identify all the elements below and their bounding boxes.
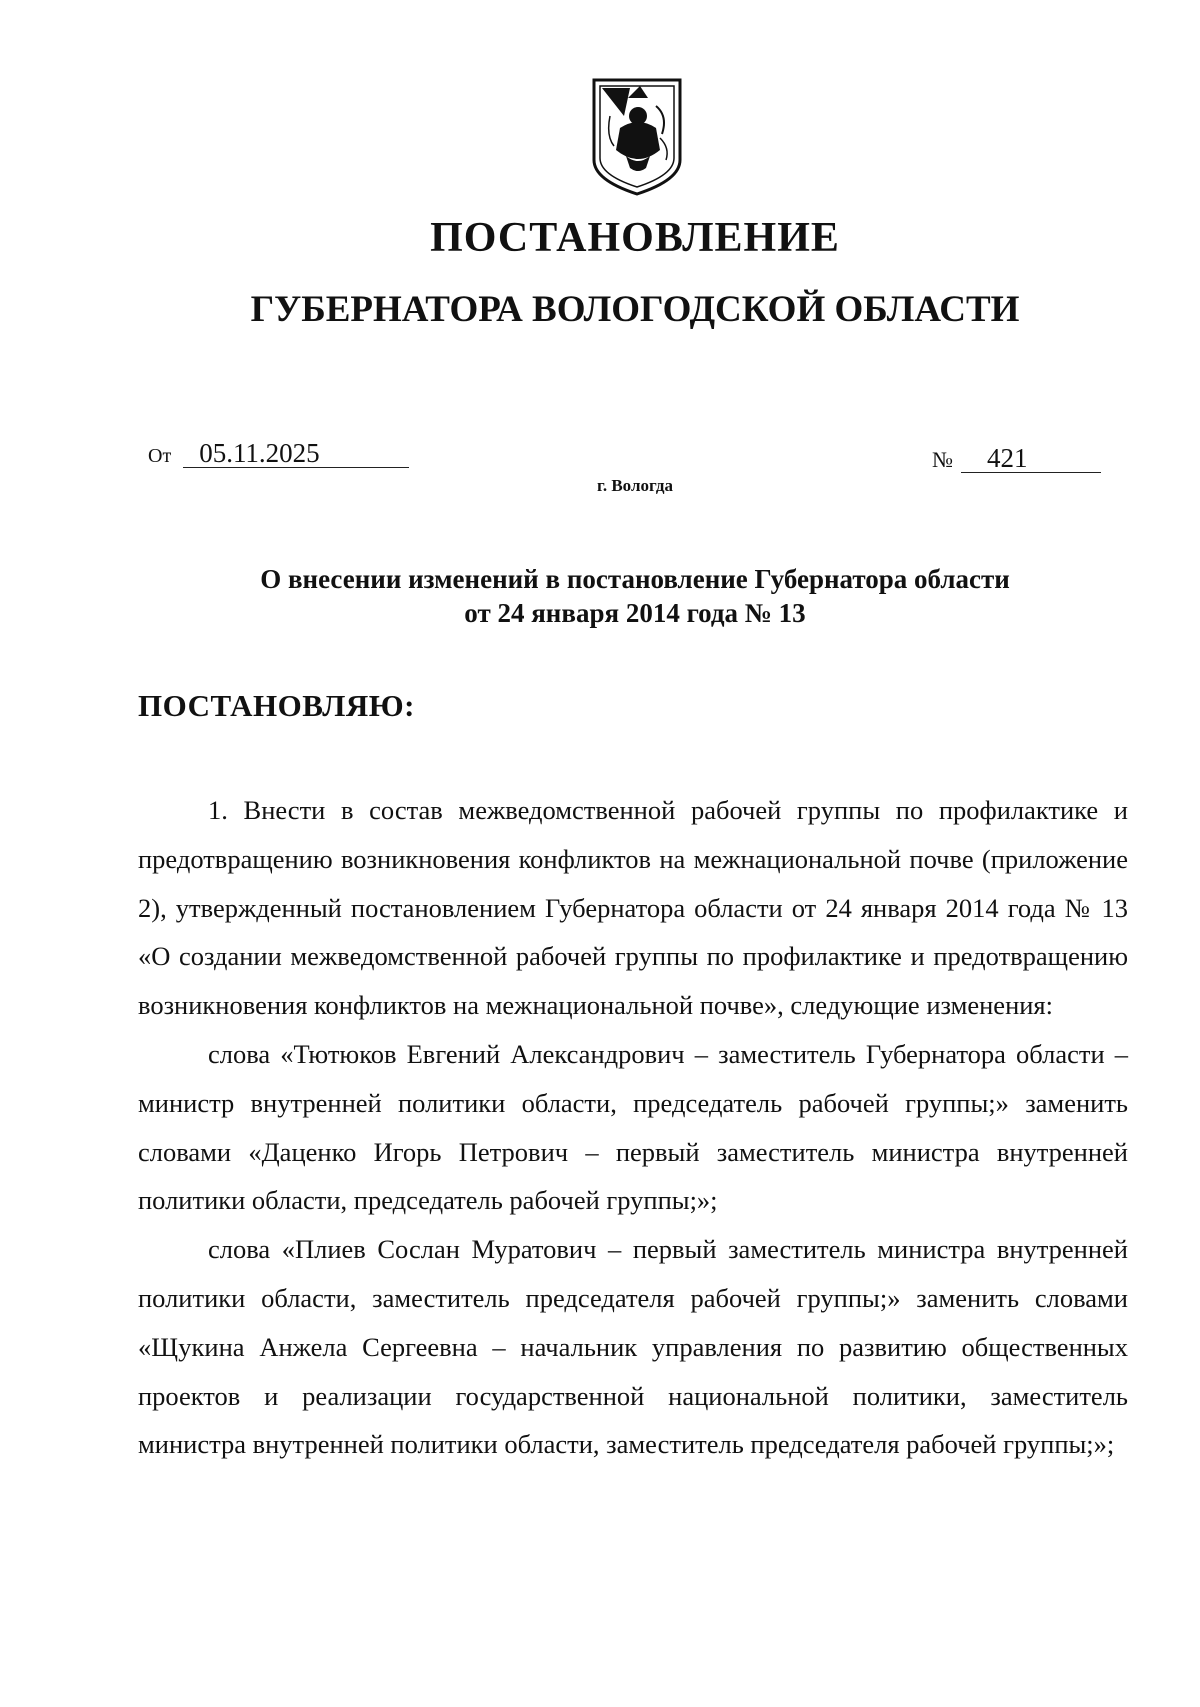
document-title: ПОСТАНОВЛЕНИЕ — [430, 215, 840, 261]
document-date: 05.11.2025 — [183, 439, 409, 468]
number-row — [932, 443, 1101, 474]
document-subject — [0, 562, 1200, 630]
document-body — [138, 786, 1128, 1469]
paragraph: 1. Внести в состав межведомственной рабочей группы по профилактике и предотвращению возникновения конфликтов на межнациональной почве (приложение 2), утвержденный постановлением Губернатора области от 24 января 2014 года № 13 «О создании межведомственной рабочей группы по профилактике и предотвращению возникновения конфликтов на межнациональной почве», следующие изменения: — [138, 795, 1128, 1021]
date-row — [148, 438, 409, 469]
paragraph: слова «Плиев Сослан Муратович – первый заместитель министра внутренней политики области, заместитель председателя рабочей группы;» заменить словами «Щукина Анжела Сергеевна – начальник управления по развитию общественных проектов и реализации государственной национальной политики, заместитель министра внутренней политики области, заместитель председателя рабочей группы;»; — [138, 1234, 1128, 1460]
date-label: От — [148, 445, 172, 467]
number-label: № — [932, 447, 953, 472]
paragraph: слова «Тютюков Евгений Александрович – заместитель Губернатора области – министр внутренней политики области, председатель рабочей группы;» заменить словами «Даценко Игорь Петрович – первый заместитель министра внутренней политики области, председатель рабочей группы;»; — [138, 1038, 1128, 1216]
subject-line-2: от 24 января 2014 года № 13 — [464, 598, 806, 628]
coat-of-arms-icon — [590, 76, 684, 196]
decree-heading: ПОСТАНОВЛЯЮ: — [138, 688, 415, 723]
subject-line-1: О внесении изменений в постановление Губернатора области — [260, 564, 1010, 594]
city-label: г. Вологда — [597, 476, 673, 495]
document-number: 421 — [961, 444, 1101, 473]
document-subtitle: ГУБЕРНАТОРА ВОЛОГОДСКОЙ ОБЛАСТИ — [250, 289, 1020, 330]
